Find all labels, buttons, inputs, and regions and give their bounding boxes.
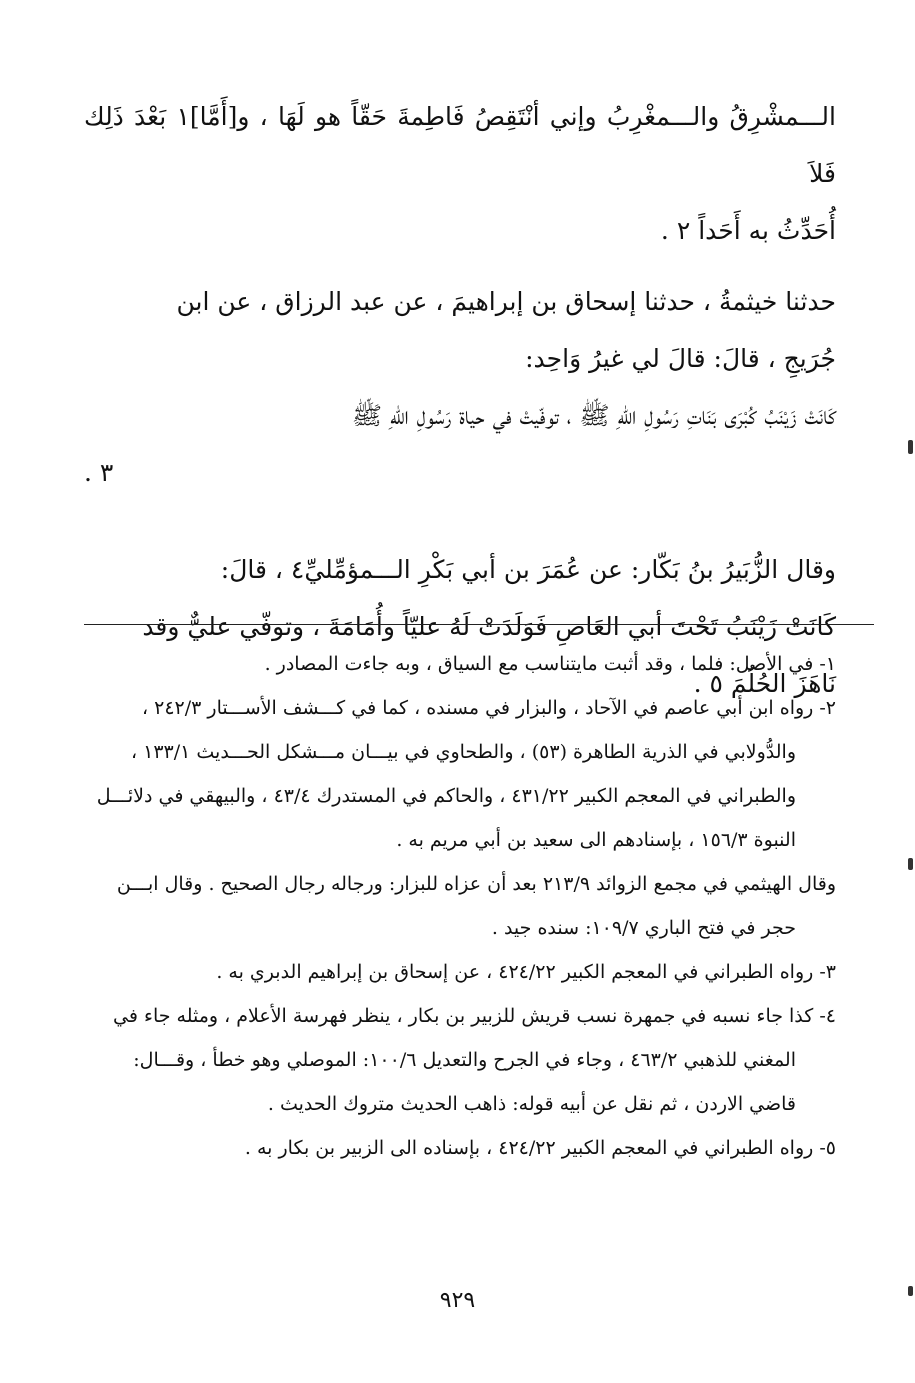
main-line-9: نَاهَزَ الحُلُمَ ٥ .: [693, 669, 836, 698]
footnote-2-line-2: والدُّولابي في الذرية الطاهرة (٥٣) ، والطحاوي في بيـــان مـــشكل الحـــديث ١٣٣/١ ،: [130, 741, 796, 763]
main-line-8: كَانَتْ زَيْنَبُ تَحْتَ أبي العَاصِ فَوَلَدَتْ لَهُ عليّاً وأُمَامَةَ ، وتوفّي عليٌّ وقد: [142, 612, 836, 641]
footnote-2-line-3: والطبراني في المعجم الكبير ٤٣١/٢٢ ، والحاكم في المستدرك ٤٣/٤ ، والبيهقي في دلائـــل: [96, 785, 796, 807]
main-line-4: جُرَيجِ ، قالَ: قالَ لي غيرُ وَاحِد:: [525, 344, 836, 373]
scan-edge-mark-3: [908, 1286, 913, 1296]
footnote-2-line-1: ٢- رواه ابن أبي عاصم في الآحاد ، والبزار في مسنده ، كما في كـــشف الأســـتار ٢٤٢/٣ ،: [141, 697, 836, 719]
footnote-5: ٥- رواه الطبراني في المعجم الكبير ٤٢٤/٢٢ ، بإسناده الى الزبير بن بكار به .: [244, 1137, 836, 1159]
footnote-4-line-3: قاضي الاردن ، ثم نقل عن أبيه قوله: ذاهب الحديث متروك الحديث .: [267, 1093, 796, 1115]
main-text: [84, 88, 836, 712]
main-line-3: حدثنا خيثمةُ ، حدثنا إسحاق بن إبراهيمَ ، عن عبد الرزاق ، عن ابن: [176, 287, 836, 316]
scan-edge-mark-1: [908, 440, 913, 454]
main-line-5: كَانَتْ زَيْنَبُ كُبْرَى بَنَاتِ رَسُولِ اللهِ ﷺ ، توفّيتْ في حياة رَسُولِ اللهِ ﷺ: [351, 401, 836, 430]
main-line-7: وقال الزُّبَيرُ بنُ بَكّار: عن عُمَرَ بن أبي بَكْرِ الـــمؤمِّليِّ٤ ، قالَ:: [220, 555, 836, 584]
page-number: ٩٢٩: [439, 1288, 476, 1313]
footnote-1: ١- في الأصل: فلما ، وقد أثبت مايتناسب مع السياق ، وبه جاءت المصادر .: [264, 653, 836, 675]
footnotes: [84, 642, 836, 1170]
footnote-separator: [84, 624, 874, 625]
footnote-3: ٣- رواه الطبراني في المعجم الكبير ٤٢٤/٢٢ ، عن إسحاق بن إبراهيم الدبري به .: [216, 961, 836, 983]
main-line-2: أُحَدِّثُ به أَحَداً ٢ .: [660, 216, 836, 245]
footnote-2-extra-line-1: وقال الهيثمي في مجمع الزوائد ٢١٣/٩ بعد أن عزاه للبزار: ورجاله رجال الصحيح . وقال ابـــن: [116, 873, 836, 895]
footnote-4-line-1: ٤- كذا جاء نسبه في جمهرة نسب قريش للزبير بن بكار ، ينظر فهرسة الأعلام ، ومثله جاء في: [113, 1005, 836, 1027]
footnote-4-line-2: المغني للذهبي ٤٦٣/٢ ، وجاء في الجرح والتعديل ١٠٠/٦: الموصلي وهو خطأ ، وقـــال:: [133, 1049, 796, 1071]
footnote-2-line-4: النبوة ١٥٦/٣ ، بإسنادهم الى سعيد بن أبي مريم به .: [396, 829, 796, 851]
main-line-6: ٣ .: [84, 458, 114, 487]
footnote-2-extra-line-2: حجر في فتح الباري ١٠٩/٧: سنده جيد .: [491, 917, 796, 939]
scan-edge-mark-2: [908, 858, 913, 870]
main-line-1: الـــمشْرِقُ والـــمغْرِبُ وإني أنْتَقِصُ فَاطِمةَ حَقّاً هو لَهَا ، و[أَمَّا]١ بَعْدَ ذَلِك فَلاَ: [84, 102, 836, 188]
